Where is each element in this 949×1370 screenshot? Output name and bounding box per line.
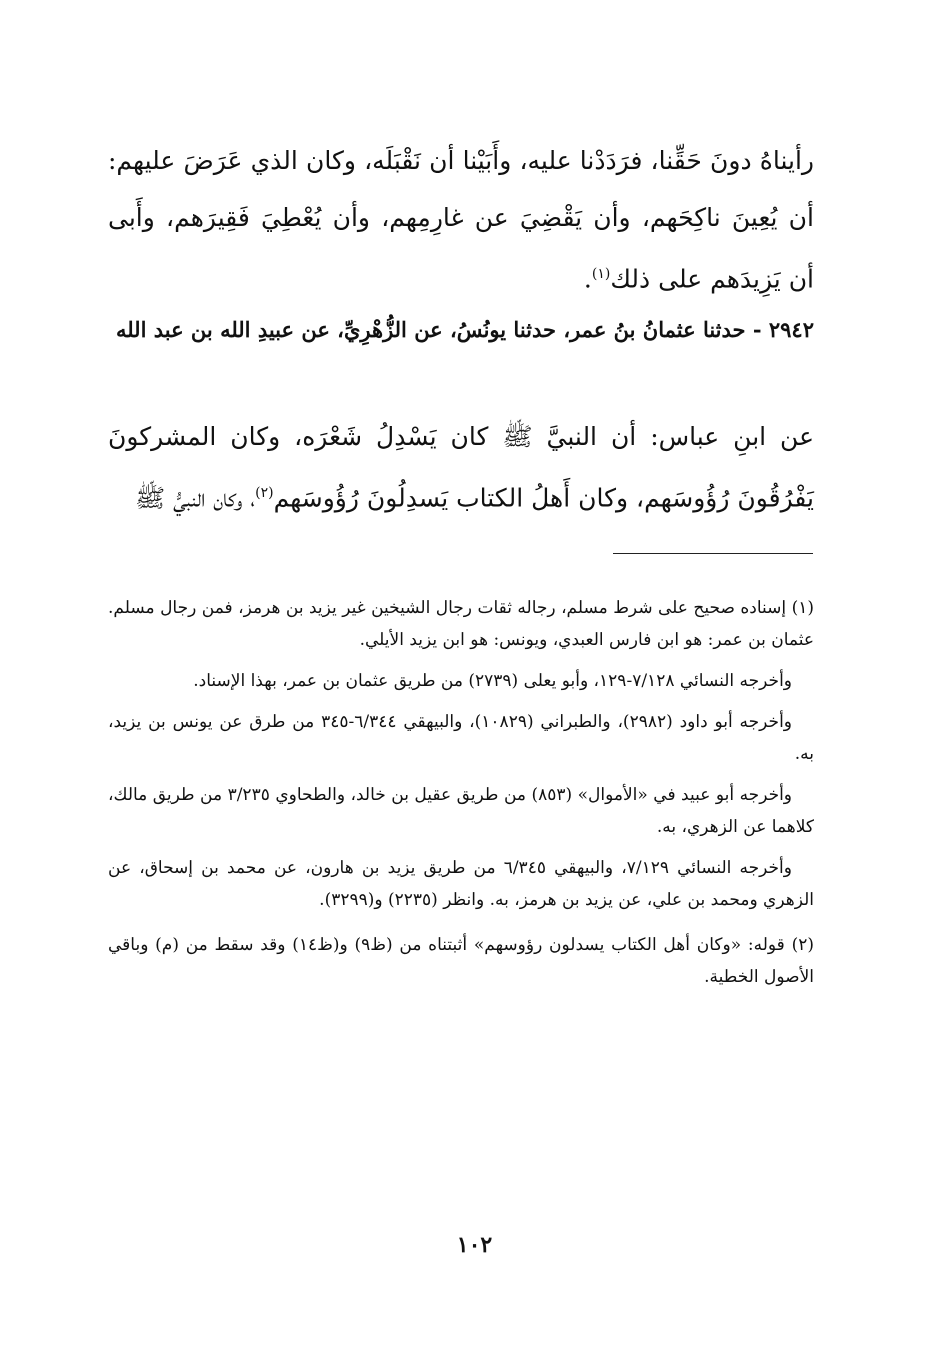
main-paragraph-text: رأيناهُ دونَ حَقِّنا، فرَدَدْنا عليه، وأَبَيْنا أن نَقْبَلَه، وكان الذي عَرَضَ عليهم: أن يُعِينَ ناكِحَهم، وأن يَقْضِيَ عن غارِمِهم، وأن يُعْطِيَ فَقِيرَهم، وأَبى أن يَزِيدَهم على ذلك — [108, 146, 814, 294]
footnote-1-marker: (١) — [791, 598, 814, 618]
footnote-1-para-5: وأخرجه النسائي ٧/١٢٩، والبيهقي ٦/٣٤٥ من طريق يزيد بن هارون، عن محمد بن إسحاق، عن الزهري ومحمد بن علي، عن يزيد بن هرمز، به. وانظر (٢٢٣٥) و(٣٢٩٩). — [108, 858, 814, 910]
hadith-text-part2: ، وكان النبيُّ ﷺ — [134, 483, 256, 513]
hadith-isnad: - حدثنا عثمانُ بنُ عمر، حدثنا يونُسُ، عن الزُّهْرِيِّ، عن عبيدِ الله بن عبد الله — [115, 317, 762, 342]
footnote-ref-2: (٢) — [255, 485, 274, 501]
footnote-1-para-3: وأخرجه أبو داود (٢٩٨٢)، والطبراني (١٠٨٢٩)، والبيهقي ٦/٣٤٤-٣٤٥ من طرق عن يونس بن يزيد، به. — [108, 712, 814, 764]
footnote-ref-1: (١) — [591, 266, 611, 282]
footnotes — [108, 592, 814, 1002]
footnote-separator — [613, 553, 813, 554]
footnote-1-para-1: (١) إسناده صحيح على شرط مسلم، رجاله ثقات رجال الشيخين غير يزيد بن هرمز، فمن رجال مسلم. عثمان بن عمر: هو ابن فارس العبدي، ويونس: هو ابن يزيد الأيلي. — [108, 598, 814, 650]
page-number: ١٠٢ — [456, 1232, 493, 1258]
hadith-text-part1: عن ابنِ عباس: أن النبيَّ ﷺ كان يَسْدِلُ شَعْرَه، وكان المشركونَ يَفْرُقُونَ رُؤُوسَهم، وكان أَهلُ الكتاب يَسدِلُونَ رُؤُوسَهم — [108, 422, 814, 513]
footnote-2-para-1: (٢) قوله: «وكان أهل الكتاب يسدلون رؤوسهم» أثبتناه من (ظ٩) و(ظ١٤) وقد سقط من (م) وباقي الأصول الخطية. — [108, 935, 814, 987]
main-paragraph: رأيناهُ دونَ حَقِّنا، فرَدَدْنا عليه، وأَبَيْنا أن نَقْبَلَه، وكان الذي عَرَضَ عليهم: أن يُعِينَ ناكِحَهم، وأن يَقْضِيَ عن غارِمِهم، وأن يُعْطِيَ فَقِيرَهم، وأَبى أن يَزِيدَهم على ذلك$^{(١)}$. — [108, 146, 814, 294]
footnote-1-para-4: وأخرجه أبو عبيد في «الأموال» (٨٥٣) من طريق عقيل بن خالد، والطحاوي ٣/٢٣٥ من طريق مالك، كلاهما عن الزهري، به. — [108, 785, 814, 837]
footnote-1-para-2: وأخرجه النسائي ٧/١٢٨-١٢٩، وأبو يعلى (٢٧٣٩) من طريق عثمان بن عمر، بهذا الإسناد. — [193, 671, 792, 691]
hadith-number: ٢٩٤٢ — [768, 317, 814, 342]
hadith-text — [108, 408, 814, 526]
hadith-chain — [108, 308, 814, 352]
footnote-2-marker: (٢) — [791, 935, 814, 955]
